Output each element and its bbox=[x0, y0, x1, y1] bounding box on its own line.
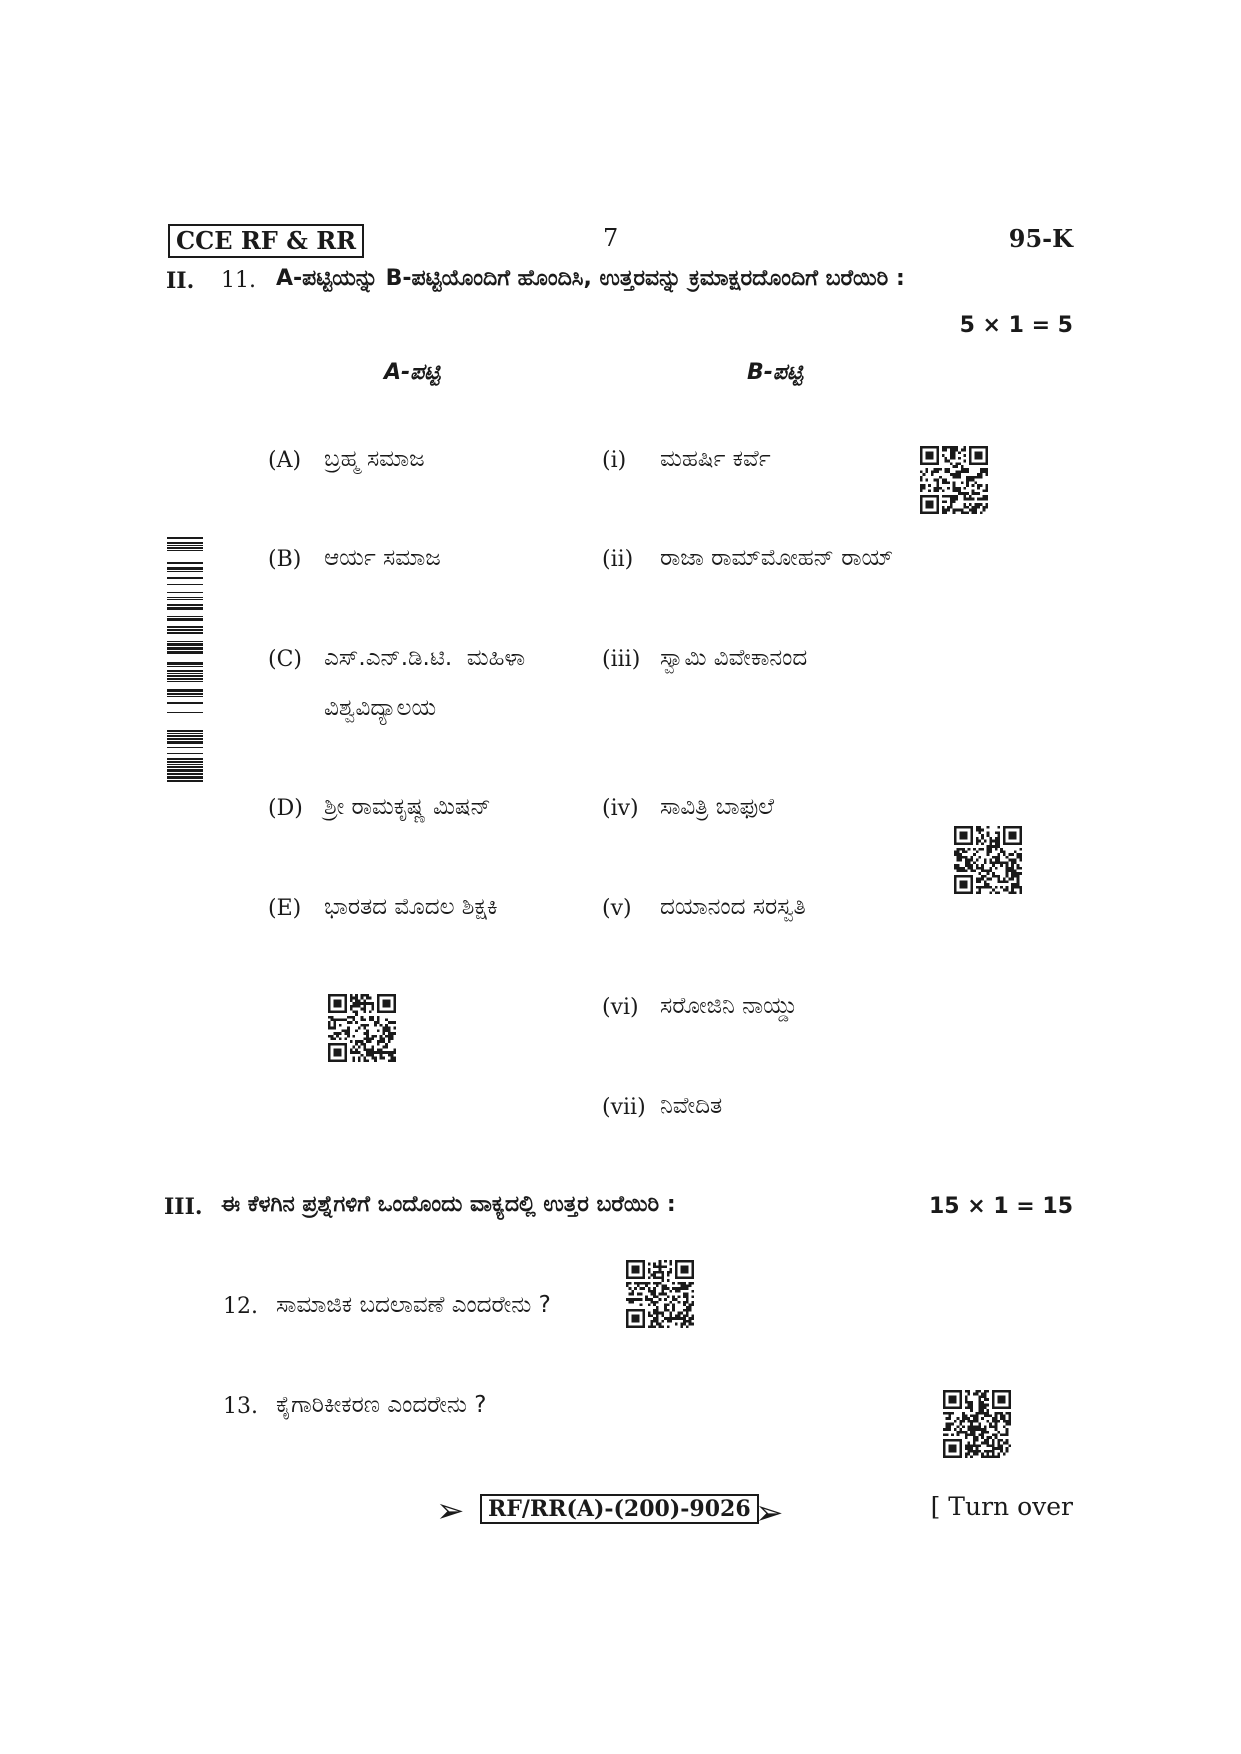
list-b-label: (iv) bbox=[602, 796, 639, 821]
section-3-marks: 15 × 1 = 15 bbox=[928, 1194, 1073, 1219]
qr-code-image bbox=[626, 1260, 694, 1328]
qr-code-image bbox=[943, 1390, 1011, 1458]
turn-over-note: [ Turn over bbox=[930, 1492, 1073, 1521]
list-b-item: ಸ್ವಾಮಿ ವಿವೇಕಾನಂದ bbox=[660, 645, 808, 671]
exam-code: CCE RF & RR bbox=[168, 224, 364, 258]
list-a-item: ಆರ್ಯ ಸಮಾಜ bbox=[324, 545, 441, 571]
list-b-item: ಸಾವಿತ್ರಿ ಬಾಫುಲೆ bbox=[660, 794, 775, 820]
question-13-text: ಕೈಗಾರಿಕೀಕರಣ ಎಂದರೇನು ? bbox=[276, 1392, 487, 1418]
question-13-number: 13. bbox=[223, 1394, 258, 1419]
footer-code: RF/RR(A)-(200)-9026 bbox=[480, 1494, 759, 1524]
question-11-number: 11. bbox=[221, 268, 256, 293]
page-number: 7 bbox=[603, 224, 619, 252]
section-2-instruction: A-ಪಟ್ಟಿಯನ್ನು B-ಪಟ್ಟಿಯೊಂದಿಗೆ ಹೊಂದಿಸಿ, ಉತ್ತರವನ್ನು ಕ್ರಮಾಕ್ಷರದೊಂದಿಗೆ ಬರೆಯಿರಿ : bbox=[276, 266, 905, 291]
list-b-item: ಮಹರ್ಷಿ ಕರ್ವೆ bbox=[660, 446, 771, 472]
list-b-label: (vi) bbox=[602, 995, 639, 1020]
list-b-item: ನಿವೇದಿತ bbox=[660, 1093, 723, 1119]
section-3-instruction: ಈ ಕೆಳಗಿನ ಪ್ರಶ್ನೆಗಳಿಗೆ ಒಂದೊಂದು ವಾಕ್ಯದಲ್ಲಿ ಉತ್ತರ ಬರೆಯಿರಿ : bbox=[221, 1192, 676, 1217]
list-a-item: ಎಸ್.ಎನ್.ಡಿ.ಟಿ. ಮಹಿಳಾ bbox=[324, 645, 526, 671]
list-b-item: ದಯಾನಂದ ಸರಸ್ವತಿ bbox=[660, 894, 806, 920]
list-a-label: (B) bbox=[268, 547, 302, 572]
section-3-numeral: III. bbox=[164, 1194, 203, 1220]
list-a-heading: A-ಪಟ್ಟಿ bbox=[384, 360, 441, 385]
list-a-item-continued: ವಿಶ್ವವಿದ್ಯಾಲಯ bbox=[324, 695, 437, 721]
list-a-label: (C) bbox=[268, 647, 302, 672]
question-12-text: ಸಾಮಾಜಿಕ ಬದಲಾವಣೆ ಎಂದರೇನು ? bbox=[276, 1292, 551, 1318]
list-a-item: ಬ್ರಹ್ಮ ಸಮಾಜ bbox=[324, 446, 425, 472]
section-2-marks: 5 × 1 = 5 bbox=[959, 313, 1073, 338]
list-a-label: (E) bbox=[268, 896, 302, 921]
paper-code: 95-K bbox=[1008, 224, 1073, 253]
qr-code-image bbox=[920, 446, 988, 514]
list-a-label: (D) bbox=[268, 796, 303, 821]
list-b-heading: B-ಪಟ್ಟಿ bbox=[747, 360, 803, 385]
arrow-left-icon: ➢ bbox=[436, 1491, 465, 1531]
qr-code-image bbox=[954, 826, 1022, 894]
list-b-item: ಸರೋಜಿನಿ ನಾಯ್ಡು bbox=[660, 993, 798, 1019]
arrow-right-icon: ➢ bbox=[755, 1493, 784, 1533]
list-b-label: (iii) bbox=[602, 647, 641, 672]
list-b-item: ರಾಜಾ ರಾಮ್‌ಮೋಹನ್ ರಾಯ್ bbox=[660, 545, 894, 571]
list-b-label: (i) bbox=[602, 448, 627, 473]
list-b-label: (v) bbox=[602, 896, 632, 921]
barcode-image bbox=[167, 537, 203, 783]
list-b-label: (ii) bbox=[602, 547, 634, 572]
list-a-item: ಭಾರತದ ಮೊದಲ ಶಿಕ್ಷಕಿ bbox=[324, 894, 498, 920]
section-2-numeral: II. bbox=[166, 268, 195, 294]
question-12-number: 12. bbox=[223, 1294, 258, 1319]
qr-code-image bbox=[328, 994, 396, 1062]
list-a-item: ಶ್ರೀ ರಾಮಕೃಷ್ಣ ಮಿಷನ್ bbox=[324, 794, 491, 820]
list-a-label: (A) bbox=[268, 448, 302, 473]
list-b-label: (vii) bbox=[602, 1095, 646, 1120]
